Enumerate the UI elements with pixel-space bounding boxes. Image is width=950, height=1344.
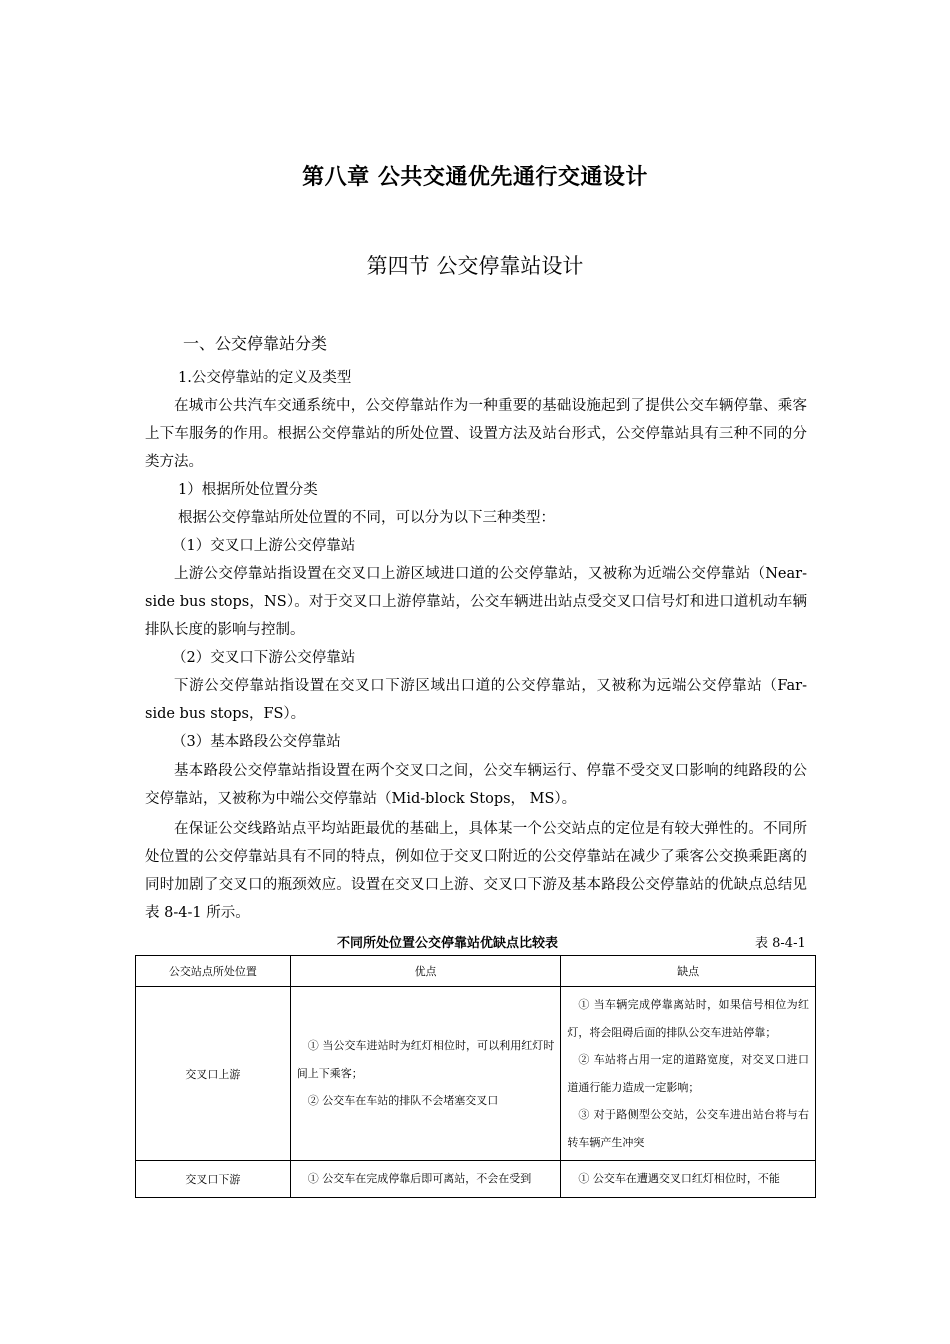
cell-cons	[561, 1161, 816, 1198]
paragraph-downstream-text: 下游公交停靠站指设置在交叉口下游区域出口道的公交停靠站，又被称为远端公交停靠站（Far-side bus stops，FS）。	[145, 678, 807, 722]
paragraph-intro-text: 在城市公共汽车交通系统中，公交停靠站作为一种重要的基础设施起到了提供公交车辆停靠、乘客上下车服务的作用。根据公交停靠站的所处位置、设置方法及站台形式，公交停靠站具有三种不同的分类方法。	[145, 398, 807, 470]
heading-bus-stop-classification: 一、公交停靠站分类	[183, 334, 328, 353]
paragraph-midblock-text: 基本路段公交停靠站指设置在两个交叉口之间，公交车辆运行、停靠不受交叉口影响的纯路段的公交停靠站，又被称为中端公交停靠站（Mid-block Stops， MS）。	[145, 763, 807, 807]
section-title: 第四节 公交停靠站设计	[366, 254, 584, 278]
header-pros: 优点	[290, 956, 561, 987]
con-item: ① 当车辆完成停靠离站时，如果信号相位为红灯，将会阻碍后面的排队公交车进站停靠；	[567, 998, 809, 1039]
type-upstream-title: （1）交叉口上游公交停靠站	[172, 538, 356, 554]
cell-pros	[290, 1161, 561, 1198]
table-row	[136, 1161, 816, 1198]
table-number: 表 8-4-1	[755, 936, 806, 951]
pro-item: ① 当公交车进站时为红灯相位时，可以利用红灯时间上下乘客；	[296, 1039, 555, 1080]
header-position: 公交站点所处位置	[136, 956, 291, 987]
subheading-definition: 1.公交停靠站的定义及类型	[178, 370, 352, 386]
line-three-types: 根据公交停靠站所处位置的不同，可以分为以下三种类型：	[178, 510, 555, 526]
cell-pros	[290, 987, 561, 1161]
con-item: ② 车站将占用一定的道路宽度，对交叉口进口道通行能力造成一定影响；	[567, 1053, 809, 1094]
pro-item: ② 公交车在车站的排队不会堵塞交叉口	[307, 1094, 499, 1108]
header-cons: 缺点	[561, 956, 816, 987]
paragraph-upstream-text: 上游公交停靠站指设置在交叉口上游区域进口道的公交停靠站，又被称为近端公交停靠站（Near-side bus stops，NS）。对于交叉口上游停靠站，公交车辆进出站点受交叉口信号灯和进口道机动车辆排队长度的影响与控制。	[145, 566, 807, 638]
subheading-by-location: 1）根据所处位置分类	[178, 482, 318, 498]
cell-position: 交叉口下游	[136, 1161, 291, 1198]
comparison-table	[135, 955, 816, 1198]
paragraph-midblock	[145, 757, 807, 813]
pro-item: ① 公交车在完成停靠后即可离站，不会在受到	[307, 1172, 532, 1185]
con-item: ① 公交车在遭遇交叉口红灯相位时，不能	[578, 1172, 780, 1185]
table-caption: 不同所处位置公交停靠站优缺点比较表	[337, 936, 559, 951]
type-midblock-title: （3）基本路段公交停靠站	[172, 734, 341, 750]
paragraph-upstream	[145, 560, 807, 644]
table-row	[136, 987, 816, 1161]
type-downstream-title: （2）交叉口下游公交停靠站	[172, 650, 356, 666]
paragraph-summary	[145, 815, 807, 927]
paragraph-summary-text: 在保证公交线路站点平均站距最优的基础上，具体某一个公交站点的定位是有较大弹性的。不同所处位置的公交停靠站具有不同的特点，例如位于交叉口附近的公交停靠站在减少了乘客公交换乘距离的同时加剧了交叉口的瓶颈效应。设置在交叉口上游、交叉口下游及基本路段公交停靠站的优缺点总结见表 8-4-1 所示。	[145, 821, 807, 921]
chapter-title: 第八章 公共交通优先通行交通设计	[302, 165, 648, 190]
con-item: ③ 对于路侧型公交站，公交车进出站台将与右转车辆产生冲突	[567, 1108, 809, 1149]
paragraph-downstream	[145, 672, 807, 728]
paragraph-intro	[145, 392, 807, 476]
table-header-row	[136, 956, 816, 987]
cell-cons	[561, 987, 816, 1161]
cell-position: 交叉口上游	[136, 987, 291, 1161]
